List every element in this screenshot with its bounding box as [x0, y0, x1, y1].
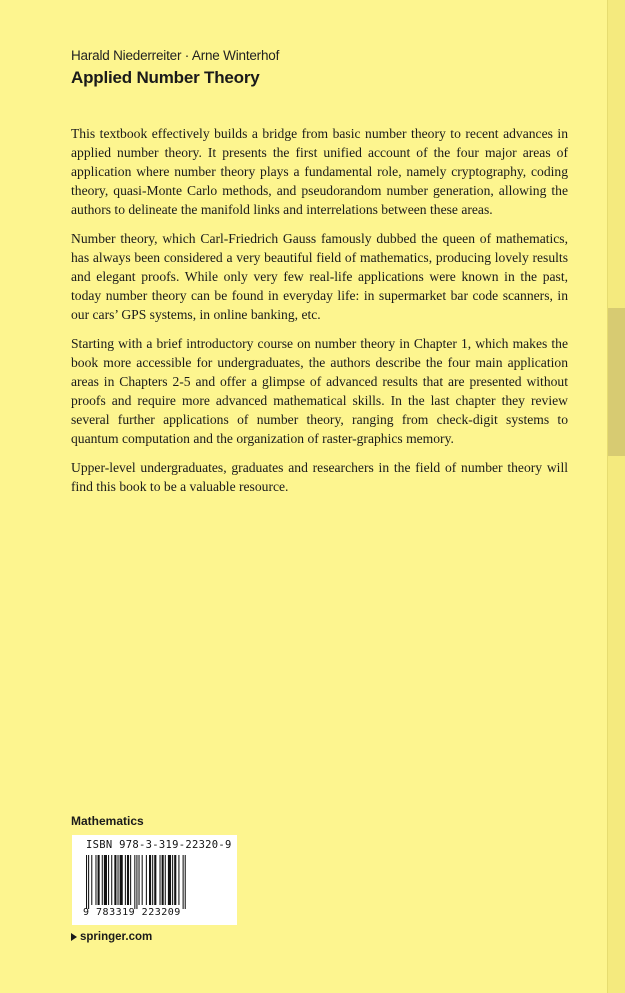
spine-tab	[608, 308, 625, 456]
blurb-paragraph-2: Number theory, which Carl-Friedrich Gauss famously dubbed the queen of mathematics, has always been considered a very beautiful field of mathematics, producing lovely results and elegant proofs. While only very few real-life applications were known in the past, today number theory can be found in everyday life: in supermarket bar code scanners, in our cars’ GPS systems, in online banking, etc.	[71, 231, 568, 322]
publisher-link[interactable]	[71, 931, 152, 943]
barcode-icon	[86, 855, 224, 909]
blurb-paragraph-4: Upper-level undergraduates, graduates and researchers in the field of number theory will find this book to be a valuable resource.	[71, 460, 568, 494]
blurb	[71, 124, 568, 506]
barcode-box	[72, 835, 237, 925]
publisher-label: springer.com	[80, 931, 153, 943]
book-title: Applied Number Theory	[71, 68, 260, 87]
blurb-paragraph-1: This textbook effectively builds a bridge from basic number theory to recent advances in applied number theory. It presents the first unified account of the four major areas of application where number theory plays a fundamental role, namely cryptography, coding theory, quasi-Monte Carlo methods, and pseudorandom number generation, allowing the authors to delineate the manifold links and interrelations between these areas.	[71, 126, 568, 217]
spine-edge	[607, 0, 625, 993]
barcode-digits: 9 783319 223209	[83, 907, 181, 918]
authors: Harald Niederreiter · Arne Winterhof	[71, 48, 280, 63]
arrow-right-icon	[71, 933, 77, 941]
isbn-text: ISBN 978-3-319-22320-9	[86, 839, 232, 851]
blurb-paragraph-3: Starting with a brief introductory course on number theory in Chapter 1, which makes the book more accessible for undergraduates, the authors describe the four main application areas in Chapters 2-5 and offer a glimpse of advanced results that are presented without proofs and require more advanced mathematical skills. In the last chapter they review several further applications of number theory, ranging from check-digit systems to quantum computation and the organization of raster-graphics memory.	[71, 336, 568, 446]
subject-label: Mathematics	[71, 814, 144, 828]
